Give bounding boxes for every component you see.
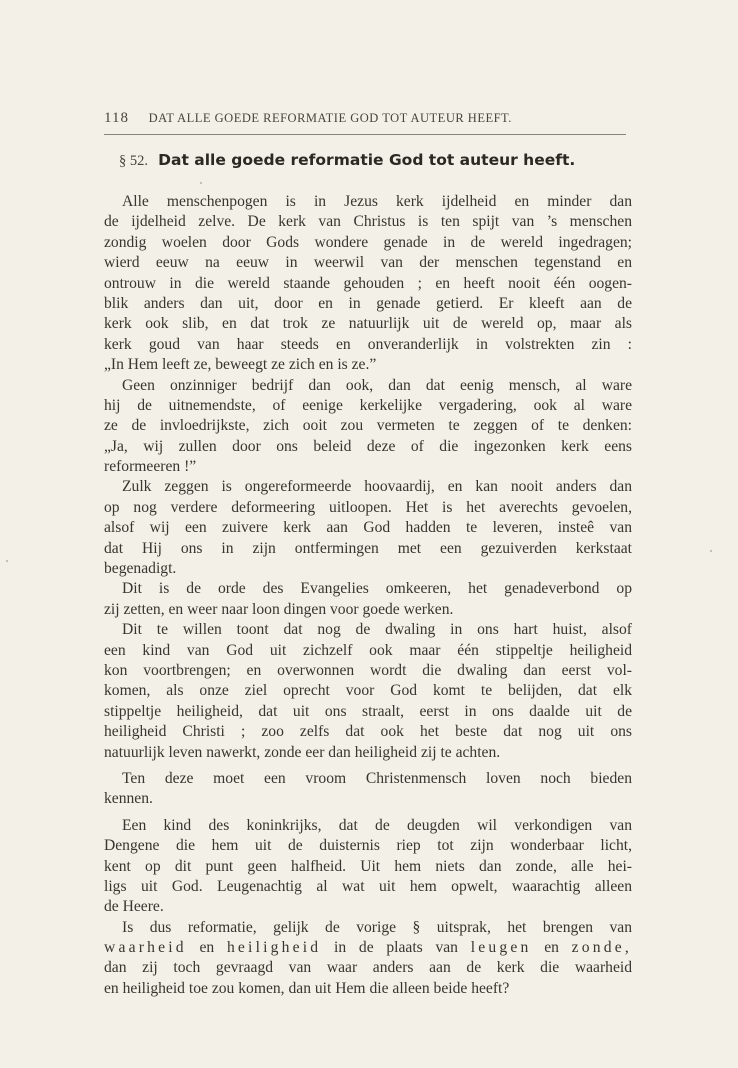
text-line: Geen onzinniger bedrijf dan ook, dan dat eenig mensch, al ware bbox=[122, 376, 632, 394]
body-text bbox=[104, 192, 632, 999]
text-line: wierd eeuw na eeuw in weerwil van der menschen tegenstand en bbox=[104, 254, 632, 272]
spaced-word: waarheid bbox=[104, 939, 187, 957]
text-line: ontrouw in die wereld staande gehouden ; en heeft nooit één oogen- bbox=[104, 274, 632, 292]
text-line: op nog verdere deformeering uitloopen. Het is het averechts gevoelen, bbox=[104, 498, 632, 516]
section-title: Dat alle goede reformatie God tot auteur heeft. bbox=[158, 151, 576, 169]
text-line: stippeltje heiligheid, dat uit ons straalt, eerst in ons daalde uit de bbox=[104, 702, 632, 720]
text-line: dan zij toch gevraagd van waar anders aan de kerk die waarheid bbox=[104, 959, 632, 977]
text-line: Dengene die hem uit de duisternis riep tot zijn wonderbaar licht, bbox=[104, 837, 632, 855]
text-line: kerk goud van haar steeds en onveranderlijk in volstrekten zin : bbox=[104, 335, 632, 353]
text-line: „In Hem leeft ze, beweegt ze zich en is ze.” bbox=[104, 356, 377, 374]
text-line: Dit is de orde des Evangelies omkeeren, het genadeverbond op bbox=[122, 580, 632, 598]
text-line: begenadigt. bbox=[104, 560, 177, 578]
running-header bbox=[104, 110, 624, 130]
spaced-word: zonde, bbox=[571, 939, 633, 957]
text-line: Dit te willen toont dat nog de dwaling in ons hart huist, alsof bbox=[122, 621, 632, 639]
section-number: § 52. bbox=[119, 153, 148, 169]
running-title: DAT ALLE GOEDE REFORMATIE GOD TOT AUTEUR HEEFT. bbox=[148, 111, 512, 125]
text-line: en heiligheid toe zou komen, dan uit Hem die alleen beide heeft? bbox=[104, 979, 510, 997]
text-span: en bbox=[531, 939, 572, 957]
text-line: „Ja, wij zullen door ons beleid deze of die ingezonken kerk eens bbox=[104, 437, 632, 455]
text-line: Een kind des koninkrijks, dat de deugden wil verkondigen van bbox=[122, 816, 632, 834]
text-line: de ijdelheid zelve. De kerk van Christus is ten spijt van ’s menschen bbox=[104, 213, 632, 231]
paper-speck bbox=[710, 550, 712, 552]
header-rule bbox=[104, 134, 626, 135]
text-line: kerk ook slib, en dat trok ze natuurlijk uit de wereld op, maar als bbox=[104, 315, 632, 333]
text-line: zij zetten, en weer naar loon dingen voor goede werken. bbox=[104, 600, 454, 618]
text-line-spaced bbox=[104, 938, 632, 958]
text-line: alsof wij een zuivere kerk aan God hadden te leveren, insteê van bbox=[104, 519, 632, 537]
text-line: kennen. bbox=[104, 790, 153, 808]
paper-speck bbox=[200, 182, 202, 184]
text-line: Alle menschenpogen is in Jezus kerk ijdelheid en minder dan bbox=[122, 193, 632, 210]
paper-speck bbox=[6, 560, 8, 562]
text-line: ligs uit God. Leugenachtig al wat uit hem opwelt, waarachtig alleen bbox=[104, 877, 632, 895]
text-line: hij de uitnemendste, of eenige kerkelijke vergadering, ook al ware bbox=[104, 396, 632, 414]
text-line: natuurlijk leven nawerkt, zonde eer dan heiligheid zij te achten. bbox=[104, 743, 501, 761]
text-span: en bbox=[186, 939, 227, 957]
text-line: komen, als onze ziel oprecht voor God komt te belijden, dat elk bbox=[104, 682, 632, 700]
page-number: 118 bbox=[104, 110, 129, 126]
spaced-word: heiligheid bbox=[226, 939, 322, 957]
text-line: blik anders dan uit, door en in genade getierd. Er kleeft aan de bbox=[104, 294, 632, 312]
text-line: de Heere. bbox=[104, 898, 164, 916]
text-line: Ten deze moet een vroom Christenmensch loven noch bieden bbox=[122, 769, 632, 787]
text-line: zondig woelen door Gods wondere genade in de wereld ingedragen; bbox=[104, 233, 632, 251]
text-line: Is dus reformatie, gelijk de vorige § uitsprak, het brengen van bbox=[122, 918, 632, 936]
text-line: ze de invloedrijkste, zich ooit zou vermeten te zeggen of te denken: bbox=[104, 417, 632, 435]
text-line: een kind van God uit zichzelf ook maar één stippeltje heiligheid bbox=[104, 641, 632, 659]
text-line: reformeeren !” bbox=[104, 458, 197, 476]
text-span: in de plaats van bbox=[321, 939, 471, 957]
spaced-word: leugen bbox=[470, 939, 532, 957]
text-line: Zulk zeggen is ongereformeerde hoovaardij, en kan nooit anders dan bbox=[122, 478, 632, 496]
section-heading bbox=[119, 150, 629, 170]
text-line: dat Hij ons in zijn ontfermingen met een gezuiverden kerkstaat bbox=[104, 539, 632, 557]
text-line: heiligheid Christi ; zoo zelfs dat ook het beste dat nog uit ons bbox=[104, 723, 632, 741]
text-line: kon voortbrengen; en overwonnen wordt die dwaling dan eerst vol- bbox=[104, 661, 632, 679]
text-line: kent op dit punt geen halfheid. Uit hem niets dan zonde, alle hei- bbox=[104, 857, 632, 875]
